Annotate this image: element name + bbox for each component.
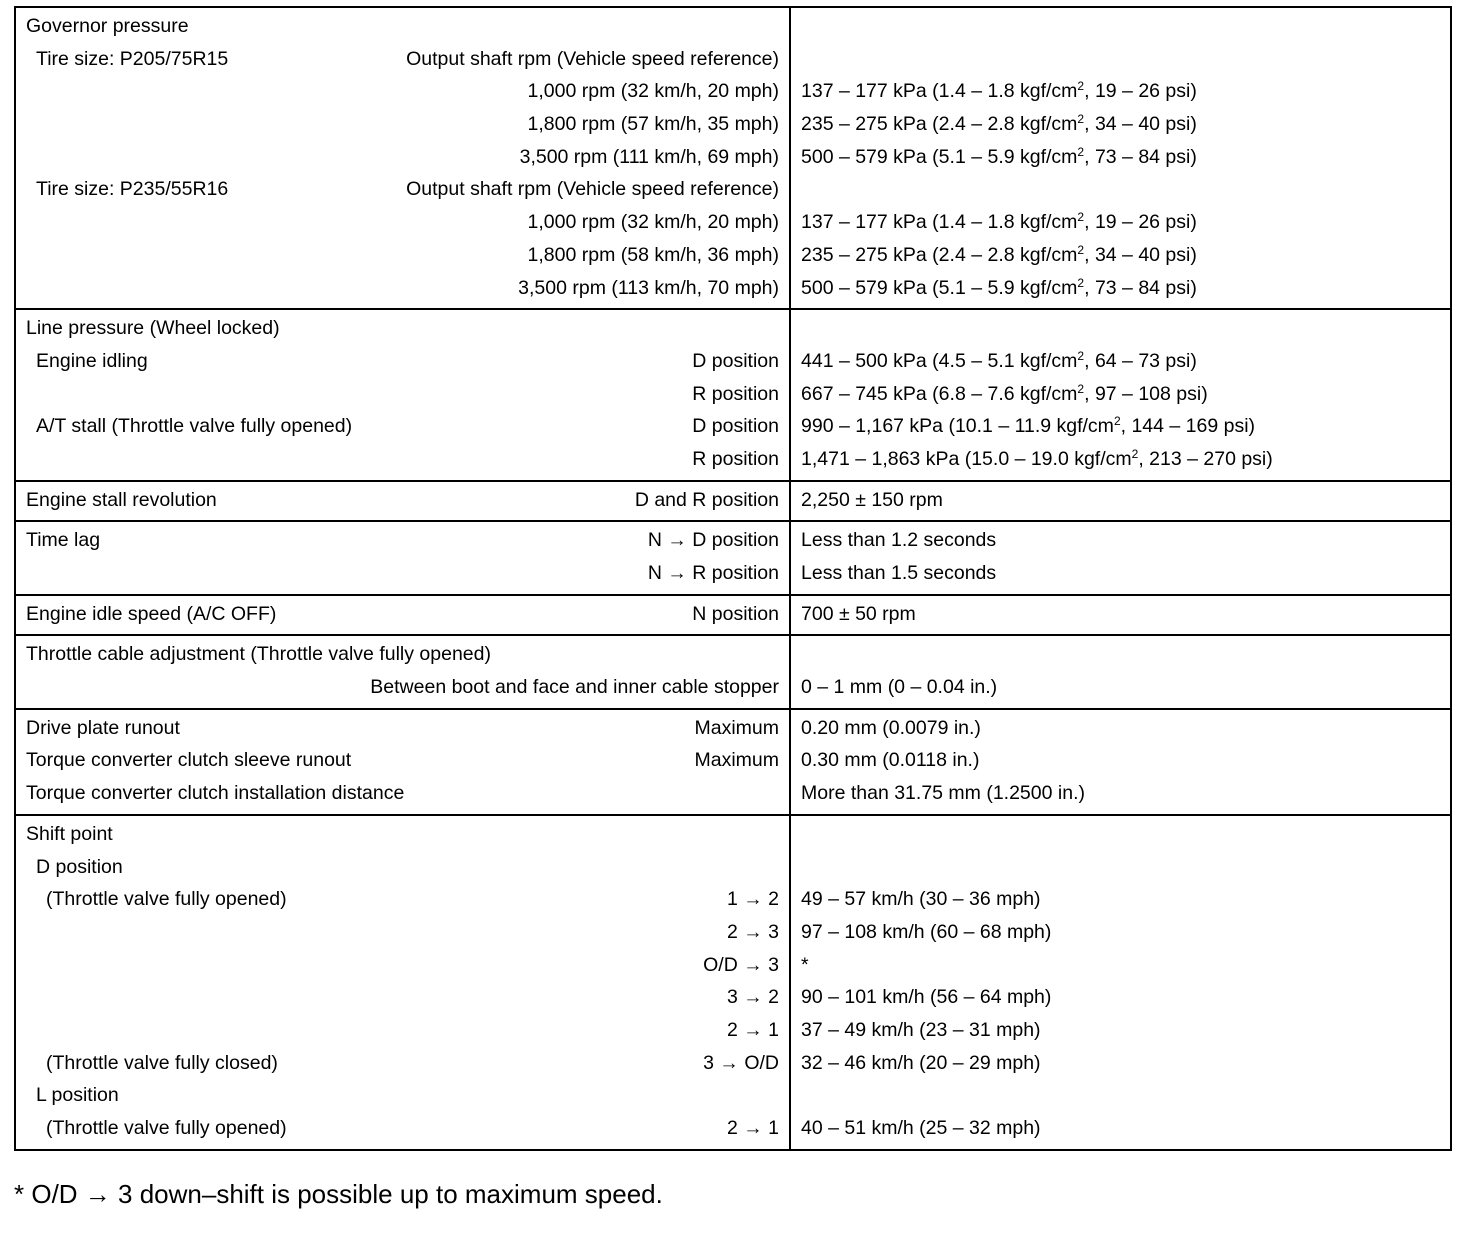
spec-value: Less than 1.5 seconds	[801, 562, 997, 584]
condition: O/D → 3	[703, 953, 779, 976]
condition: Between boot and face and inner cable stopper	[370, 676, 779, 699]
time-lag-section	[16, 520, 1450, 593]
stall-rev-label: Engine stall revolution	[26, 488, 217, 511]
line-pressure-section	[16, 308, 1450, 479]
spec-value: *	[801, 953, 809, 976]
shift-point-section	[16, 814, 1450, 1149]
idle-speed-section	[16, 594, 1450, 635]
condition: 3 → O/D	[703, 1051, 779, 1074]
spec-value: 0.30 mm (0.0118 in.)	[801, 749, 980, 772]
spec-value: 700 ± 50 rpm	[801, 602, 916, 625]
spec-value: 97 – 108 km/h (60 – 68 mph)	[801, 920, 1052, 943]
sleeve-runout-label: Torque converter clutch sleeve runout	[26, 749, 352, 772]
spec-value: 2,250 ± 150 rpm	[801, 488, 943, 511]
spec-value: 32 – 46 km/h (20 – 29 mph)	[801, 1051, 1041, 1074]
spec-value: 235 – 275 kPa (2.4 – 2.8 kgf/$cm^2$, 34 – 40 psi)	[801, 112, 1197, 136]
footnote: * O/D → 3 down–shift is possible up to maximum speed.	[14, 1179, 663, 1209]
condition: D and R position	[634, 488, 779, 511]
condition: D position	[692, 415, 779, 438]
condition: 1,800 rpm (58 km/h, 36 mph)	[527, 243, 779, 266]
condition: 2 → 1	[726, 1018, 779, 1041]
condition: Maximum	[694, 716, 779, 739]
spec-value: 37 – 49 km/h (23 – 31 mph)	[801, 1018, 1041, 1041]
condition: 3 → 2	[726, 986, 779, 1009]
runout-section	[16, 708, 1450, 814]
spec-value: 40 – 51 km/h (25 – 32 mph)	[801, 1117, 1041, 1139]
spec-value: 49 – 57 km/h (30 – 36 mph)	[801, 888, 1041, 911]
tire2-ref: Output shaft rpm (Vehicle speed reference)	[406, 178, 779, 201]
time-lag-label: Time lag	[26, 529, 101, 552]
l-open-label: (Throttle valve fully opened)	[46, 1117, 287, 1139]
tire1-label: Tire size: P205/75R15	[36, 47, 229, 70]
spec-value: 0.20 mm (0.0079 in.)	[801, 716, 981, 739]
condition: R position	[692, 382, 779, 405]
spec-value: 500 – 579 kPa (5.1 – 5.9 kgf/$cm^2$, 73 – 84 psi)	[801, 275, 1197, 299]
spec-value: 1,471 – 1,863 kPa (15.0 – 19.0 kgf/$cm^2$, 213 – 270 psi)	[801, 446, 1273, 470]
condition: 2 → 3	[726, 920, 779, 943]
engine-idling-label: Engine idling	[36, 349, 148, 372]
spec-value: Less than 1.2 seconds	[801, 529, 997, 552]
shift-point-title: Shift point	[26, 822, 113, 845]
at-stall-label: A/T stall (Throttle valve fully opened)	[36, 415, 353, 438]
condition: N position	[692, 602, 779, 625]
d-position-label: D position	[36, 855, 123, 878]
governor-pressure-section	[16, 8, 1450, 308]
condition: D position	[692, 349, 779, 372]
condition: 1,800 rpm (57 km/h, 35 mph)	[527, 113, 779, 136]
governor-left	[16, 8, 791, 308]
tire2-label: Tire size: P235/55R16	[36, 178, 229, 201]
spec-value: 500 – 579 kPa (5.1 – 5.9 kgf/$cm^2$, 73 – 84 psi)	[801, 144, 1197, 168]
condition: 1,000 rpm (32 km/h, 20 mph)	[527, 211, 779, 234]
stall-revolution-section	[16, 480, 1450, 521]
condition: N → D position	[647, 529, 779, 552]
d-open-label: (Throttle valve fully opened)	[46, 888, 287, 911]
spec-value: More than 31.75 mm (1.2500 in.)	[801, 782, 1085, 805]
install-distance-label: Torque converter clutch installation distance	[26, 782, 405, 805]
condition: Maximum	[694, 749, 779, 772]
spec-value: 137 – 177 kPa (1.4 – 1.8 kgf/$cm^2$, 19 – 26 psi)	[801, 210, 1197, 234]
spec-value: 137 – 177 kPa (1.4 – 1.8 kgf/$cm^2$, 19 – 26 psi)	[801, 79, 1197, 103]
condition: 2 → 1	[726, 1117, 779, 1139]
governor-title: Governor pressure	[26, 15, 189, 37]
spec-value: 441 – 500 kPa (4.5 – 5.1 kgf/$cm^2$, 64 – 73 psi)	[801, 348, 1197, 372]
spec-table	[14, 6, 1452, 1151]
throttle-cable-section	[16, 634, 1450, 707]
idle-speed-label: Engine idle speed (A/C OFF)	[26, 602, 277, 625]
spec-value: 0 – 1 mm (0 – 0.04 in.)	[801, 676, 998, 699]
line-pressure-title: Line pressure (Wheel locked)	[26, 317, 280, 340]
spec-value: 235 – 275 kPa (2.4 – 2.8 kgf/$cm^2$, 34 – 40 psi)	[801, 242, 1197, 266]
d-closed-label: (Throttle valve fully closed)	[46, 1051, 278, 1074]
l-position-label: L position	[36, 1084, 119, 1107]
spec-value: 990 – 1,167 kPa (10.1 – 11.9 kgf/$cm^2$, 144 – 169 psi)	[801, 414, 1256, 438]
tire1-ref: Output shaft rpm (Vehicle speed reference)	[406, 47, 779, 70]
condition: R position	[692, 447, 779, 470]
condition: 3,500 rpm (113 km/h, 70 mph)	[518, 276, 779, 299]
condition: 1,000 rpm (32 km/h, 20 mph)	[527, 80, 779, 103]
spec-value: 90 – 101 km/h (56 – 64 mph)	[801, 986, 1052, 1009]
condition: N → R position	[647, 562, 779, 584]
drive-plate-label: Drive plate runout	[26, 716, 180, 739]
throttle-cable-title: Throttle cable adjustment (Throttle valve fully opened)	[26, 643, 491, 666]
condition: 3,500 rpm (111 km/h, 69 mph)	[519, 145, 779, 168]
spec-value: 667 – 745 kPa (6.8 – 7.6 kgf/$cm^2$, 97 – 108 psi)	[801, 381, 1208, 405]
condition: 1 → 2	[726, 888, 779, 911]
governor-right	[791, 8, 1450, 308]
